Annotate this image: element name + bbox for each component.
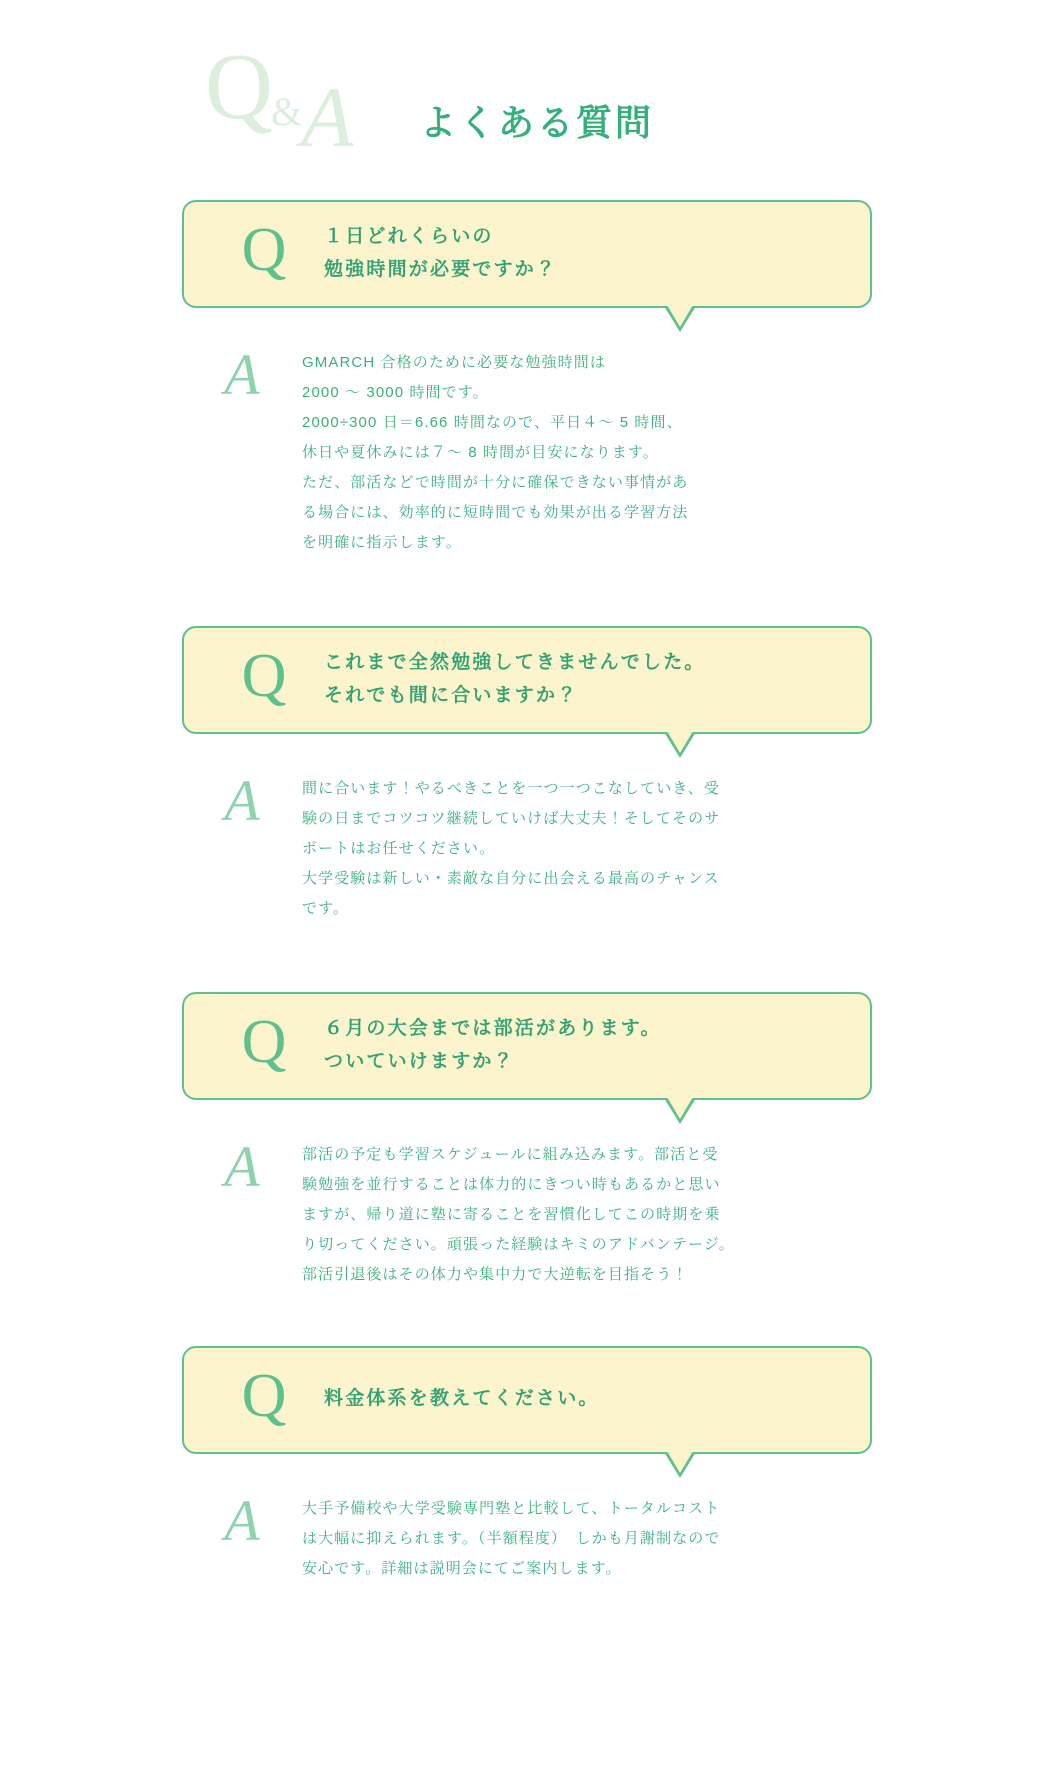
question-text [324, 220, 557, 287]
faq-item [0, 200, 1060, 568]
answer-block [182, 1134, 882, 1300]
question-letter: Q [241, 1362, 287, 1430]
decorative-q-letter: Q [205, 35, 273, 139]
question-line: 料金体系を教えてください。 [324, 1388, 600, 1410]
answer-line: り切ってください。頑張った経験はキミのアドバンテージ。 [302, 1236, 735, 1253]
qa-decorative-mark [205, 35, 385, 170]
answer-letter: A [224, 1134, 260, 1199]
answer-text [302, 768, 720, 924]
answer-block [182, 1488, 882, 1594]
question-line: ６月の大会までは部活があります。 [324, 1017, 662, 1039]
question-bubble[interactable] [182, 1346, 872, 1454]
answer-line: を明確に指示します。 [302, 534, 462, 551]
answer-line: ポートはお任せください。 [302, 840, 496, 857]
answer-letter: A [224, 1488, 260, 1553]
question-line: それでも間に合いますか？ [324, 685, 579, 706]
question-letter: Q [241, 216, 287, 284]
question-line: ついていけますか？ [324, 1051, 515, 1072]
answer-line: る場合には、効率的に短時間でも効果が出る学習方法 [302, 504, 689, 521]
answer-letter: A [224, 768, 260, 833]
question-line: 勉強時間が必要ですか？ [324, 259, 558, 280]
question-line: １日どれくらいの [324, 225, 494, 247]
answer-line: 安心です。詳細は説明会にてご案内します。 [302, 1560, 622, 1577]
answer-line: です。 [302, 900, 350, 917]
section-spacer [0, 1300, 1060, 1346]
faq-item [0, 992, 1060, 1300]
question-bubble[interactable] [182, 626, 872, 734]
page-header [205, 0, 1060, 200]
answer-letter: A [224, 342, 260, 407]
faq-item [0, 1346, 1060, 1594]
faq-list [0, 200, 1060, 1594]
answer-text [302, 342, 688, 558]
answer-line: 部活引退後はその体力や集中力で大逆転を目指そう！ [302, 1266, 689, 1283]
question-text [324, 1012, 662, 1079]
answer-text [302, 1134, 735, 1290]
question-text [324, 646, 706, 713]
answer-line: 2000 ～ 3000 時間です。 [302, 384, 489, 401]
question-bubble[interactable] [182, 200, 872, 308]
answer-line: 2000÷300 日＝6.66 時間なので、平日４～ 5 時間、 [302, 414, 683, 431]
answer-line: 大手予備校や大学受験専門塾と比較して、トータルコスト [302, 1500, 721, 1517]
answer-line: 休日や夏休みには７～ 8 時間が目安になります。 [302, 444, 659, 461]
answer-line: GMARCH 合格のために必要な勉強時間は [302, 354, 606, 371]
decorative-ampersand: & [271, 89, 303, 134]
faq-item [0, 626, 1060, 934]
answer-line: ますが、帰り道に塾に寄ることを習慣化してこの時期を乗 [302, 1206, 721, 1223]
answer-line: 験勉強を並行することは体力的にきつい時もあるかと思い [302, 1176, 721, 1193]
answer-line: は大幅に抑えられます。（半額程度） しかも月謝制なので [302, 1530, 721, 1547]
answer-line: ただ、部活などで時間が十分に確保できない事情があ [302, 474, 689, 491]
answer-block [182, 768, 882, 934]
answer-block [182, 342, 882, 568]
page-title: よくある質問 [420, 102, 655, 143]
question-text [324, 1382, 600, 1415]
section-spacer [0, 934, 1060, 992]
answer-line: 部活の予定も学習スケジュールに組み込みます。部活と受 [302, 1146, 719, 1163]
question-line: これまで全然勉強してきませんでした。 [324, 651, 706, 673]
answer-line: 験の日までコツコツ継続していけば大丈夫！そしてそのサ [302, 810, 721, 827]
answer-line: 大学受験は新しい・素敵な自分に出会える最高のチャンス [302, 870, 720, 887]
section-spacer [0, 568, 1060, 626]
question-letter: Q [241, 1008, 287, 1076]
question-bubble[interactable] [182, 992, 872, 1100]
decorative-a-letter: A [301, 69, 354, 165]
answer-line: 間に合います！やるべきことを一つ一つこなしていき、受 [302, 780, 721, 797]
question-letter: Q [241, 642, 287, 710]
answer-text [302, 1488, 721, 1584]
